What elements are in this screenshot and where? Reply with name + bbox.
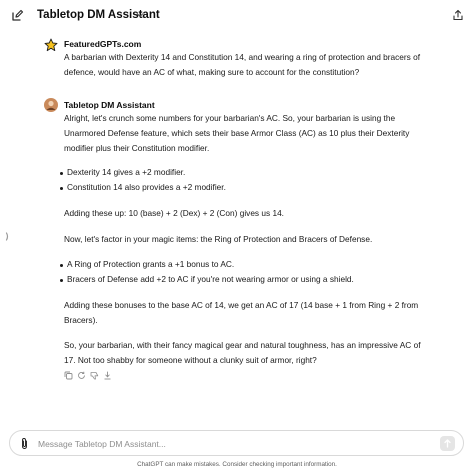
regenerate-icon[interactable] bbox=[77, 371, 86, 380]
list-bullet bbox=[60, 172, 63, 175]
new-chat-icon bbox=[9, 7, 26, 24]
list-item: Constitution 14 also provides a +2 modifier. bbox=[67, 182, 226, 192]
dm-avatar bbox=[44, 98, 58, 112]
message-input[interactable] bbox=[38, 435, 418, 452]
assistant-paragraph: So, your barbarian, with their fancy magical gear and natural toughness, has an impressive AC of 17. Not too shabby for someone without a clunky suit of armor, right? bbox=[64, 340, 421, 365]
paperclip-icon[interactable] bbox=[19, 437, 30, 450]
list-bullet bbox=[60, 187, 63, 190]
new-chat-button[interactable] bbox=[9, 7, 26, 24]
disclaimer-text: ChatGPT can make mistakes. Consider checking important information. bbox=[137, 461, 337, 468]
sidebar-toggle-icon[interactable] bbox=[5, 232, 10, 241]
star-icon bbox=[44, 38, 58, 52]
message-composer bbox=[9, 430, 464, 456]
list-bullet bbox=[60, 279, 63, 282]
user-name: FeaturedGPTs.com bbox=[64, 39, 142, 49]
assistant-paragraph: Adding these bonuses to the base AC of 14, we get an AC of 17 (14 base + 1 from Ring + 2 from Bracers). bbox=[64, 300, 419, 325]
send-button[interactable] bbox=[440, 436, 455, 451]
copy-icon[interactable] bbox=[64, 371, 73, 380]
arrow-up-icon bbox=[440, 436, 455, 451]
list-item: A Ring of Protection grants a +1 bonus to AC. bbox=[67, 259, 235, 269]
chevron-down-icon[interactable] bbox=[135, 10, 145, 20]
share-icon[interactable] bbox=[451, 8, 465, 22]
list-bullet bbox=[60, 264, 63, 267]
assistant-paragraph: Alright, let's crunch some numbers for your barbarian's AC. So, your barbarian is using the Unarmored Defense feature, which sets their base Armor Class (AC) as 10 plus their Dexterity modifier plus their Constitution modifier. bbox=[64, 113, 410, 153]
assistant-paragraph: Adding these up: 10 (base) + 2 (Dex) + 2 (Con) gives us 14. bbox=[64, 208, 284, 218]
list-item: Dexterity 14 gives a +2 modifier. bbox=[67, 167, 186, 177]
more-icon[interactable] bbox=[103, 371, 112, 380]
thumbs-down-icon[interactable] bbox=[90, 371, 99, 380]
user-message-text: A barbarian with Dexterity 14 and Constitution 14, and wearing a ring of protection and bracers of defence, would have an AC of what, making sure to account for the constitution? bbox=[64, 52, 421, 77]
assistant-name: Tabletop DM Assistant bbox=[64, 100, 155, 110]
top-bar bbox=[0, 0, 474, 30]
gpt-name-dropdown[interactable]: Tabletop DM Assistant bbox=[37, 9, 160, 21]
assistant-paragraph: Now, let's factor in your magic items: the Ring of Protection and Bracers of Defense. bbox=[64, 234, 373, 244]
list-item: Bracers of Defense add +2 to AC if you're not wearing armor or using a shield. bbox=[67, 274, 354, 284]
